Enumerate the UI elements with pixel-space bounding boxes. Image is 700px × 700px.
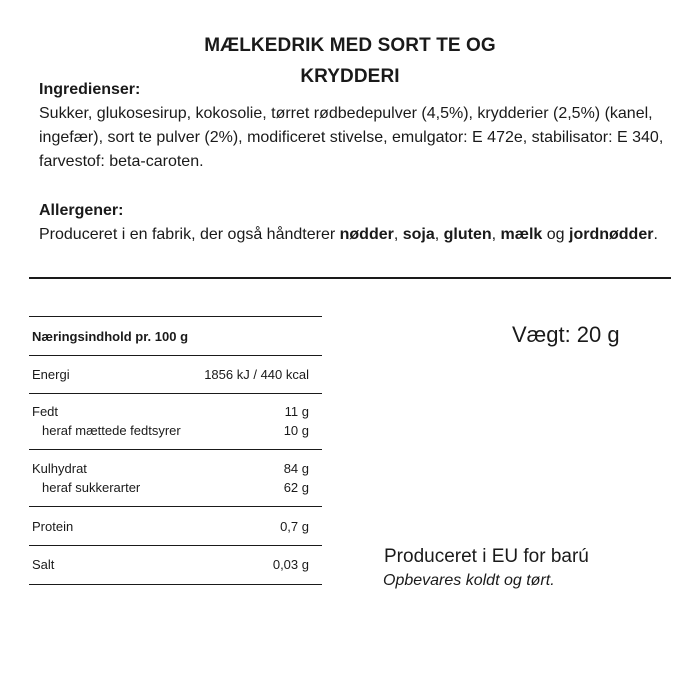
producer-info: Produceret i EU for barú xyxy=(384,546,589,567)
sugars-value: 62 g xyxy=(283,480,309,495)
ingredients-heading: Ingredienser: xyxy=(39,81,141,98)
allergens-heading: Allergener: xyxy=(39,202,124,219)
carbohydrate-value: 84 g xyxy=(283,461,309,476)
nutrition-table xyxy=(29,316,322,585)
storage-instructions: Opbevares koldt og tørt. xyxy=(383,572,555,589)
section-divider xyxy=(29,277,671,279)
salt-value: 0,03 g xyxy=(272,557,309,572)
sugars-label: heraf sukkerarter xyxy=(42,480,141,495)
allergen-gluten: gluten xyxy=(443,226,492,243)
allergens-section xyxy=(39,199,679,247)
ingredients-section xyxy=(39,78,679,174)
protein-label: Protein xyxy=(32,519,74,534)
allergen-separator: , xyxy=(491,226,501,243)
nutrition-row-salt xyxy=(29,545,322,585)
nutrition-header: Næringsindhold pr. 100 g xyxy=(32,329,189,344)
allergen-milk: mælk xyxy=(500,226,543,243)
allergens-suffix: . xyxy=(653,226,658,243)
nutrition-row-carbohydrate xyxy=(29,449,322,506)
net-weight: Vægt: 20 g xyxy=(512,322,620,347)
allergens-text xyxy=(39,223,679,247)
salt-label: Salt xyxy=(32,557,55,572)
allergen-peanuts: jordnødder xyxy=(569,226,654,243)
allergen-soy: soja xyxy=(402,226,435,243)
nutrition-header-row xyxy=(29,316,322,355)
protein-value: 0,7 g xyxy=(280,519,309,534)
saturated-fat-value: 10 g xyxy=(283,423,309,438)
product-title-line-1: MÆLKEDRIK MED SORT TE OG xyxy=(204,35,496,56)
product-title-line-2: KRYDDERI xyxy=(300,66,400,87)
allergens-prefix: Produceret i en fabrik, der også håndterer xyxy=(39,226,340,243)
allergen-separator: , xyxy=(434,226,444,243)
energy-label: Energi xyxy=(32,367,70,382)
fat-value: 11 g xyxy=(284,404,309,419)
nutrition-row-fat xyxy=(29,393,322,449)
carbohydrate-label: Kulhydrat xyxy=(32,461,87,476)
saturated-fat-label: heraf mættede fedtsyrer xyxy=(42,423,181,438)
fat-label: Fedt xyxy=(32,404,59,419)
allergen-nuts: nødder xyxy=(339,226,394,243)
nutrition-row-protein xyxy=(29,506,322,545)
allergen-separator: , xyxy=(393,226,403,243)
energy-value: 1856 kJ / 440 kcal xyxy=(204,367,309,382)
nutrition-row-energy xyxy=(29,355,322,393)
allergen-separator: og xyxy=(542,226,570,243)
ingredients-text: Sukker, glukosesirup, kokosolie, tørret rødbedepulver (4,5%), krydderier (2,5%) (kanel, ingefær), sort te pulver (2%), modificeret stivelse, emulgator: E 472e, stabilisator: E 340, farvestof: beta-caroten. xyxy=(39,105,664,170)
